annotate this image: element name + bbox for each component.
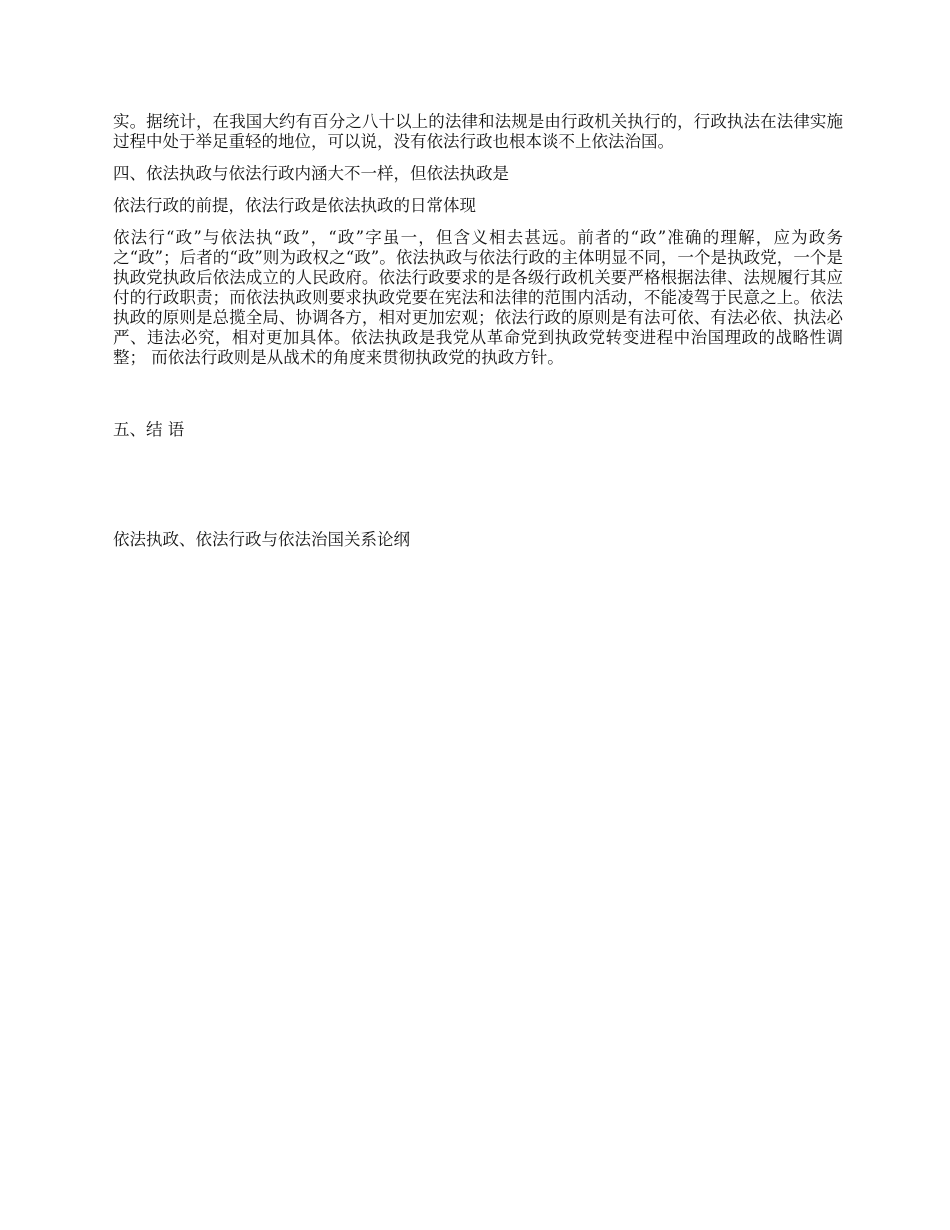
- section-four-heading-line-2: 依法行政的前提，依法行政是依法执政的日常体现: [113, 196, 476, 215]
- document-body: [113, 112, 843, 550]
- paragraph-statistics: 实。据统计，在我国大约有百分之八十以上的法律和法规是由行政机关执行的，行政执法在法律实施过程中处于举足重轻的地位，可以说，没有依法行政也根本谈不上依法治国。: [113, 112, 843, 151]
- document-title-footer: 依法执政、依法行政与依法治国关系论纲: [113, 530, 410, 549]
- section-four-heading-line-1: 四、依法执政与依法行政内涵大不一样，但依法执政是: [113, 164, 509, 183]
- paragraph-comparison: 依法行“政”与依法执“政”，“政”字虽一，但含义相去甚远。前者的“政”准确的理解，应为政务之“政”；后者的“政”则为政权之“政”。依法执政与依法行政的主体明显不同，一个是执政党，一个是执政党执政后依法成立的人民政府。依法行政要求的是各级行政机关要严格根据法律、法规履行其应付的行政职责；而依法执政则要求执政党要在宪法和法律的范围内活动，不能凌驾于民意之上。依法执政的原则是总揽全局、协调各方，相对更加宏观；依法行政的原则是有法可依、有法必依、执法必严、违法必究，相对更加具体。依法执政是我党从革命党到执政党转变进程中治国理政的战略性调整； 而依法行政则是从战术的角度来贯彻执政党的执政方针。: [113, 228, 843, 367]
- section-five-heading: 五、结 语: [113, 420, 185, 439]
